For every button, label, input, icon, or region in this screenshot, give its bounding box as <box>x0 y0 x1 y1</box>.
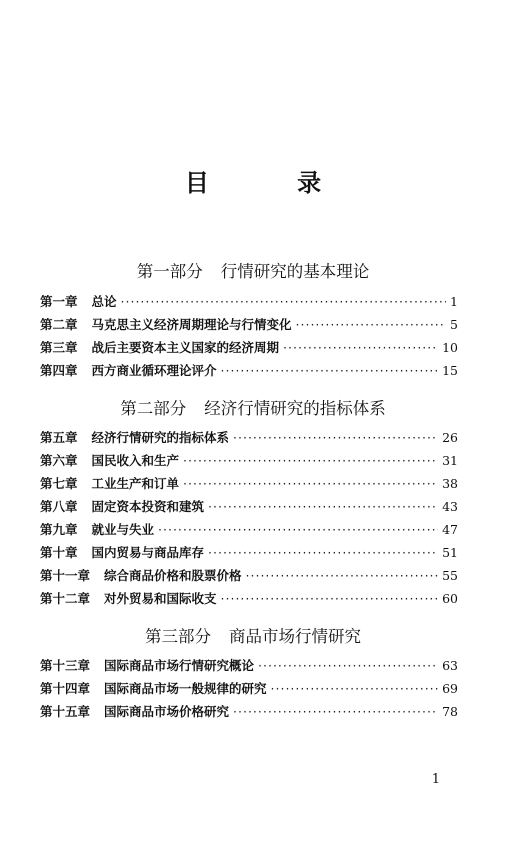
dot-leader <box>271 681 439 696</box>
toc-entry-chapter-1[interactable] <box>40 292 458 312</box>
chapter-number: 第十二章 <box>40 591 91 606</box>
toc-entry-chapter-10[interactable] <box>40 543 458 563</box>
dot-leader <box>121 294 447 309</box>
toc-entry-chapter-7[interactable] <box>40 474 458 494</box>
toc-entry-chapter-3[interactable] <box>40 338 458 358</box>
toc-entry-chapter-6[interactable] <box>40 451 458 471</box>
chapter-number: 第十四章 <box>40 681 91 696</box>
dot-leader <box>208 545 438 560</box>
dot-leader <box>221 363 439 378</box>
page-number: 51 <box>442 545 458 560</box>
dot-leader <box>296 317 447 332</box>
part-label: 第三部分 <box>145 627 211 646</box>
chapter-number: 第二章 <box>40 317 78 332</box>
dot-leader <box>158 522 438 537</box>
chapter-number: 第十五章 <box>40 704 91 719</box>
chapter-number: 第五章 <box>40 430 78 445</box>
page-number: 55 <box>442 568 458 583</box>
part-heading-1 <box>0 258 506 282</box>
page-number: 47 <box>442 522 458 537</box>
chapter-title: 工业生产和订单 <box>91 476 180 491</box>
chapter-number: 第三章 <box>40 340 78 355</box>
page-number: 15 <box>442 363 458 378</box>
dot-leader <box>233 430 438 445</box>
dot-leader <box>208 499 438 514</box>
dot-leader <box>246 568 439 583</box>
toc-entry-chapter-4[interactable] <box>40 361 458 381</box>
page-number: 69 <box>442 681 458 696</box>
dot-leader <box>258 658 438 673</box>
part-label: 第一部分 <box>136 262 203 281</box>
page-number: 26 <box>442 430 458 445</box>
page-number: 63 <box>442 658 458 673</box>
page-number: 38 <box>442 476 458 491</box>
page-number: 31 <box>442 453 458 468</box>
dot-leader <box>283 340 438 355</box>
chapter-title: 对外贸易和国际收支 <box>104 591 217 606</box>
chapter-title: 国际商品市场价格研究 <box>104 704 230 719</box>
part-title: 行情研究的基本理论 <box>220 262 370 281</box>
part-label: 第二部分 <box>120 399 187 418</box>
dot-leader <box>183 453 438 468</box>
dot-leader <box>221 591 439 606</box>
chapter-title: 就业与失业 <box>91 522 155 537</box>
chapter-number: 第十一章 <box>40 568 91 583</box>
chapter-title: 总论 <box>91 294 117 309</box>
page-folio: 1 <box>431 772 440 787</box>
chapter-title: 战后主要资本主义国家的经济周期 <box>91 340 280 355</box>
page-number: 10 <box>442 340 458 355</box>
toc-entry-chapter-11[interactable] <box>40 566 458 586</box>
page-number: 43 <box>442 499 458 514</box>
chapter-title: 国内贸易与商品库存 <box>91 545 205 560</box>
chapter-title: 国际商品市场一般规律的研究 <box>104 681 267 696</box>
chapter-title: 国民收入和生产 <box>91 453 180 468</box>
part-heading-2 <box>0 395 506 419</box>
chapter-number: 第一章 <box>40 294 78 309</box>
chapter-number: 第七章 <box>40 476 78 491</box>
toc-entry-chapter-14[interactable] <box>40 679 458 699</box>
toc-entry-chapter-13[interactable] <box>40 656 458 676</box>
part-title: 经济行情研究的指标体系 <box>204 399 386 418</box>
toc-entry-chapter-8[interactable] <box>40 497 458 517</box>
toc-entry-chapter-5[interactable] <box>40 428 458 448</box>
toc-entry-chapter-12[interactable] <box>40 589 458 609</box>
dot-leader <box>233 704 438 719</box>
chapter-number: 第六章 <box>40 453 78 468</box>
dot-leader <box>183 476 438 491</box>
chapter-number: 第十三章 <box>40 658 91 673</box>
toc-entry-chapter-2[interactable] <box>40 315 458 335</box>
chapter-number: 第十章 <box>40 545 78 560</box>
chapter-title: 马克思主义经济周期理论与行情变化 <box>91 317 292 332</box>
page-title: 目 录 <box>184 169 362 197</box>
chapter-title: 经济行情研究的指标体系 <box>91 430 230 445</box>
page-number: 5 <box>450 317 458 332</box>
part-heading-3 <box>0 623 506 647</box>
toc-entry-chapter-9[interactable] <box>40 520 458 540</box>
chapter-number: 第四章 <box>40 363 78 378</box>
chapter-number: 第八章 <box>40 499 78 514</box>
chapter-number: 第九章 <box>40 522 78 537</box>
chapter-title: 西方商业循环理论评介 <box>91 363 217 378</box>
page-number: 60 <box>442 591 458 606</box>
chapter-title: 国际商品市场行情研究概论 <box>104 658 255 673</box>
part-title: 商品市场行情研究 <box>229 627 361 646</box>
page-number: 1 <box>450 294 458 309</box>
chapter-title: 固定资本投资和建筑 <box>91 499 205 514</box>
chapter-title: 综合商品价格和股票价格 <box>104 568 242 583</box>
toc-entry-chapter-15[interactable] <box>40 702 458 722</box>
page-number: 78 <box>442 704 458 719</box>
